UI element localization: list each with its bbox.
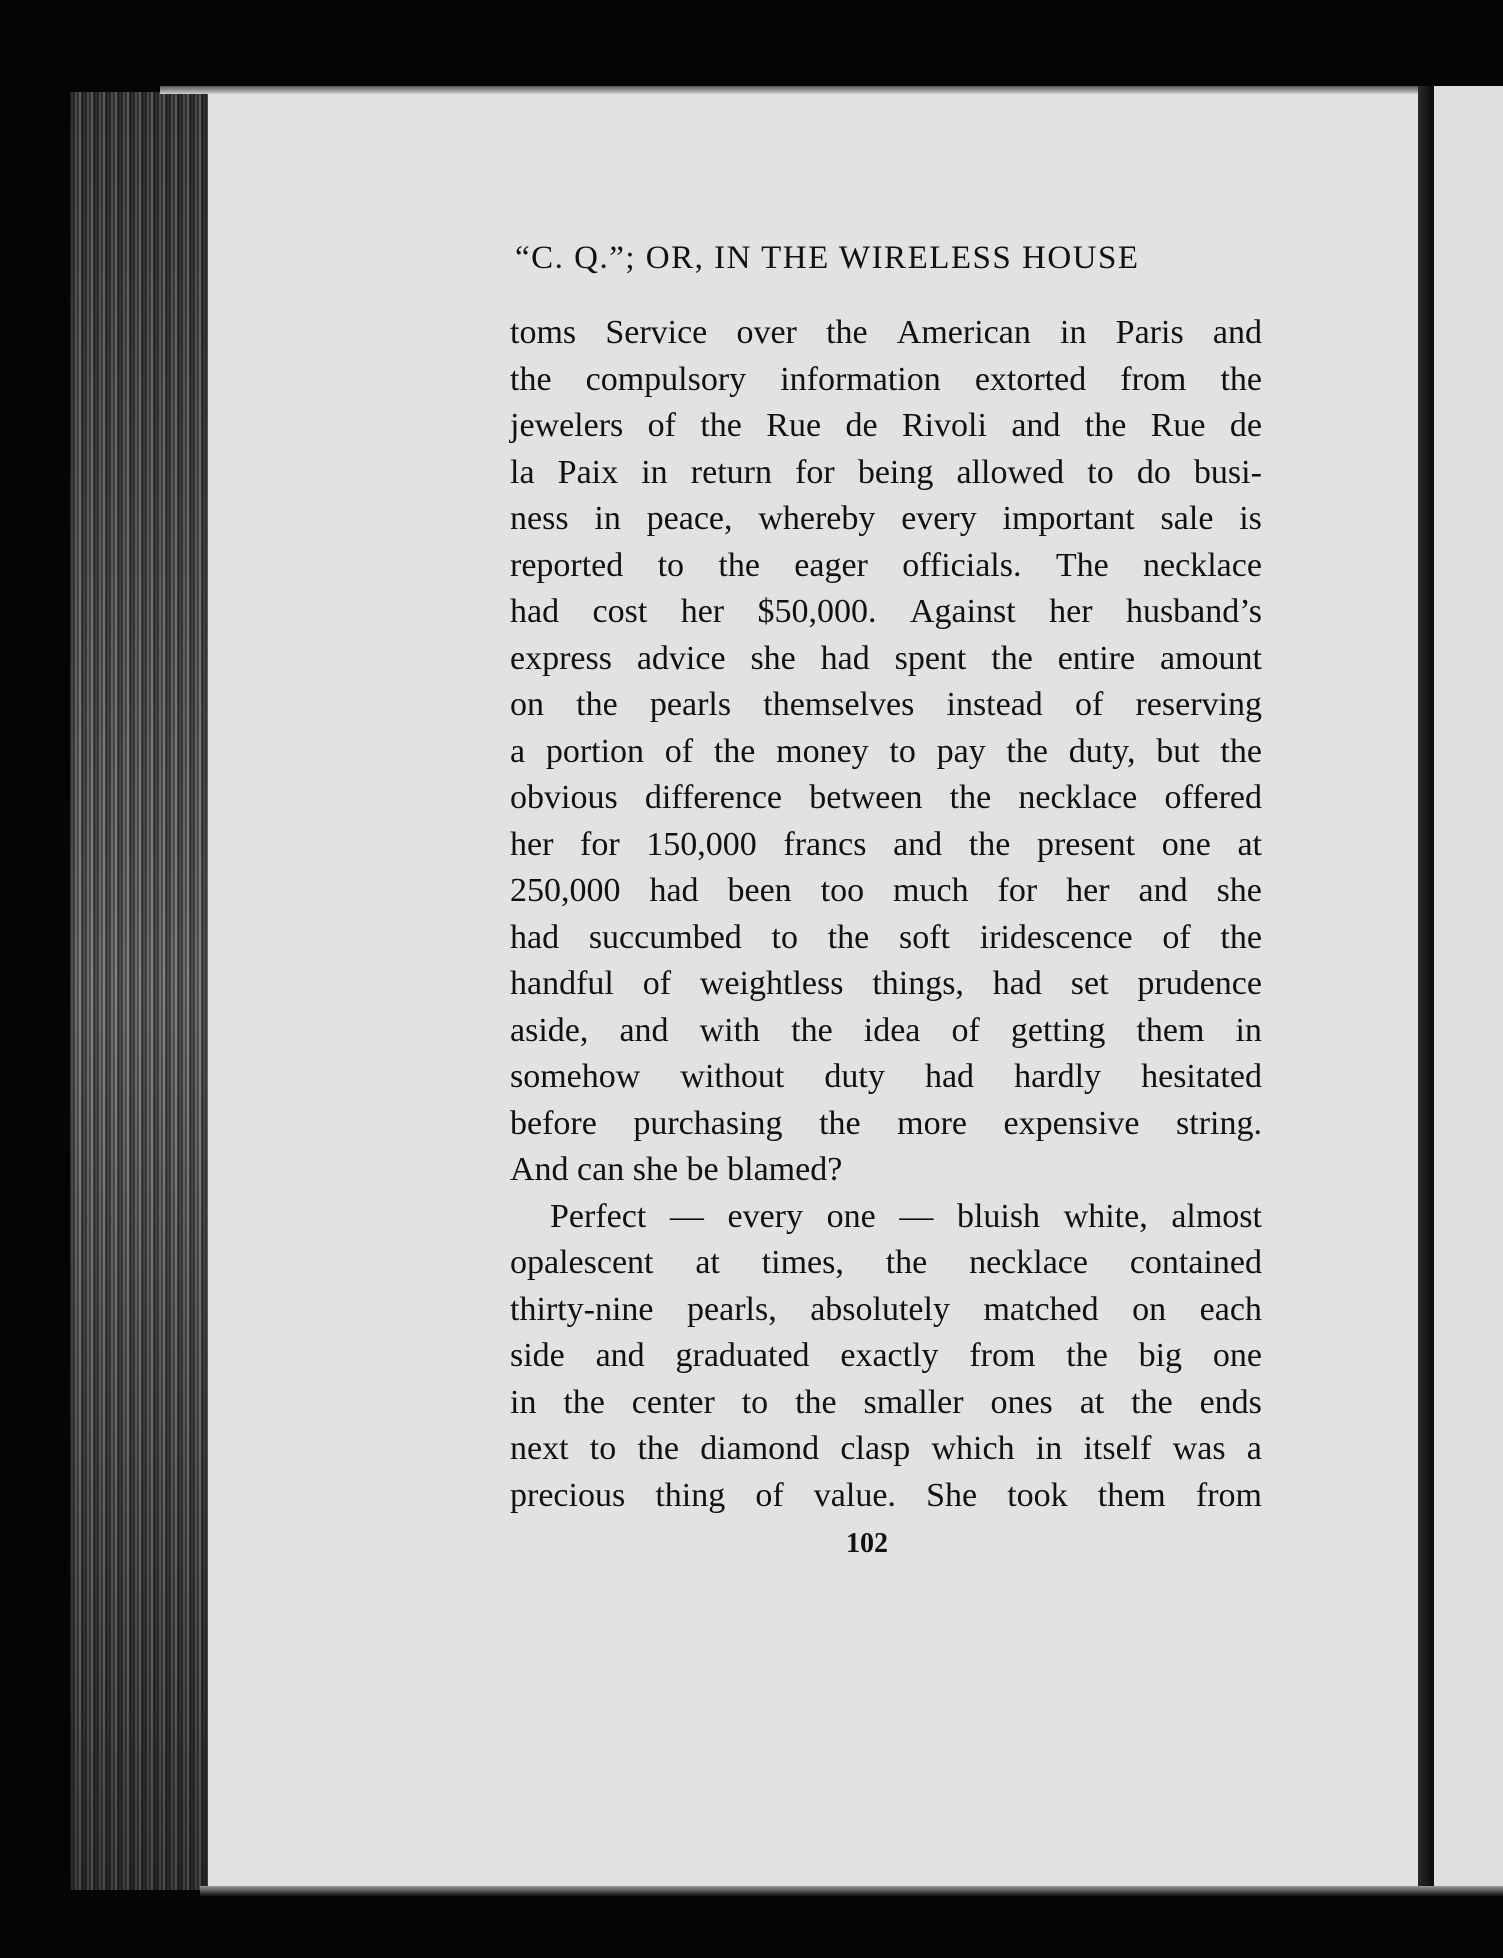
text-line: toms Service over the American in Paris and [510, 314, 1262, 351]
text-line: the compulsory information extorted from the [510, 360, 1262, 398]
book-top-edge [160, 86, 1430, 94]
text-line: next to the diamond clasp which in itself was a [510, 1430, 1262, 1467]
text-line: express advice she had spent the entire amount [510, 639, 1262, 677]
page-number: 102 [846, 1528, 888, 1559]
text-line: side and graduated exactly from the big one [510, 1337, 1262, 1374]
text-line: ness in peace, whereby every important sale is [510, 500, 1262, 537]
text-line: before purchasing the more expensive string. [510, 1104, 1262, 1142]
facing-page-edge [1434, 86, 1503, 1892]
text-line: her for 150,000 francs and the present one at [510, 825, 1262, 863]
book-page-edges [70, 92, 220, 1890]
text-line: in the center to the smaller ones at the ends [510, 1383, 1262, 1421]
text-line: 250,000 had been too much for her and she [510, 872, 1262, 909]
book-bottom-edge [200, 1886, 1503, 1896]
text-line: a portion of the money to pay the duty, but the [510, 732, 1262, 770]
text-line: had succumbed to the soft iridescence of the [510, 918, 1262, 956]
text-line: handful of weightless things, had set prudence [510, 965, 1262, 1002]
text-line: somehow without duty had hardly hesitated [510, 1058, 1262, 1095]
text-line: la Paix in return for being allowed to do busi- [510, 453, 1262, 491]
text-line: Perfect — every one — bluish white, almost [550, 1197, 1262, 1235]
text-line: reported to the eager officials. The necklace [510, 546, 1262, 584]
text-line: precious thing of value. She took them from [510, 1476, 1262, 1514]
text-line: And can she be blamed? [510, 1151, 843, 1188]
text-line: opalescent at times, the necklace contained [510, 1244, 1262, 1281]
text-line: aside, and with the idea of getting them in [510, 1011, 1262, 1049]
body-text [510, 310, 1262, 1519]
book-gutter [1418, 86, 1434, 1892]
text-line: obvious difference between the necklace offered [510, 779, 1262, 816]
text-line: thirty-nine pearls, absolutely matched on each [510, 1290, 1262, 1328]
text-line: on the pearls themselves instead of reserving [510, 686, 1262, 723]
running-head: “C. Q.”; OR, IN THE WIRELESS HOUSE [515, 240, 1140, 276]
text-line: had cost her $50,000. Against her husband’s [510, 593, 1262, 630]
text-line: jewelers of the Rue de Rivoli and the Rue de [510, 407, 1262, 444]
